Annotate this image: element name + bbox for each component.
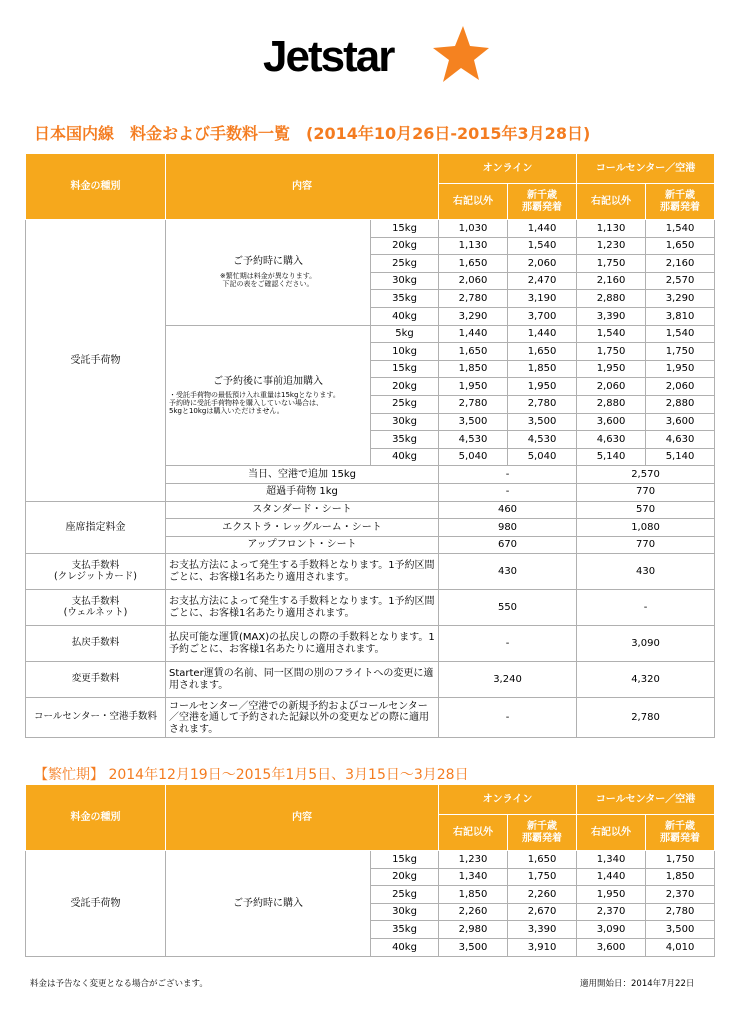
peak-baggage-category: 受託手荷物 [26, 851, 166, 957]
table-cell: 5,040 [439, 448, 508, 466]
table-cell: 770 [577, 483, 715, 501]
header-callcenter: コールセンター／空港 [577, 785, 715, 815]
table-cell: - [439, 698, 577, 738]
table-cell: 2,060 [508, 255, 577, 273]
table-cell: 1,540 [508, 237, 577, 255]
table-cell: 4,630 [577, 431, 646, 449]
header-other-routes: 右記以外 [439, 184, 508, 220]
table-cell: 1,650 [508, 851, 577, 869]
advance-purchase-cell [166, 220, 371, 326]
table-cell: 2,060 [577, 378, 646, 396]
fee-description: お支払方法によって発生する手数料となります。1予約区間ごとに、お客様1名あたり適用されます。 [166, 554, 439, 590]
table-cell: 1,950 [646, 360, 715, 378]
table-cell: 1,650 [439, 255, 508, 273]
table-cell: 40kg [371, 938, 439, 956]
table-cell: 4,530 [508, 431, 577, 449]
table-cell: 2,880 [577, 395, 646, 413]
table-cell: 1,850 [439, 360, 508, 378]
table-cell: 3,090 [577, 921, 646, 939]
table-cell: 2,260 [508, 886, 577, 904]
table-cell: 980 [439, 519, 577, 537]
table-cell: 3,240 [439, 662, 577, 698]
table-cell: 2,470 [508, 272, 577, 290]
table-cell: 35kg [371, 921, 439, 939]
table-cell: 3,600 [646, 413, 715, 431]
table-cell: 20kg [371, 868, 439, 886]
header-category: 料金の種別 [26, 154, 166, 220]
post-note: ・受託手荷物の最低預け入れ重量は15kgとなります。 予約時に受託手荷物枠を購入していない場合は、 5kgと10kgは購入いただけません。 [169, 391, 340, 416]
header-online: オンライン [439, 785, 577, 815]
post-purchase-cell [166, 325, 371, 466]
baggage-category: 受託手荷物 [26, 220, 166, 502]
table-cell: 3,500 [646, 921, 715, 939]
table-cell: 1,750 [646, 851, 715, 869]
fee-category: 払戻手数料 [26, 626, 166, 662]
table-cell: 1,440 [508, 325, 577, 343]
table-cell: 40kg [371, 448, 439, 466]
table-cell: 3,390 [577, 307, 646, 325]
table-cell: - [439, 466, 577, 484]
table-cell: 4,010 [646, 938, 715, 956]
excess-label: 超過手荷物 1kg [166, 483, 439, 501]
table-cell: 15kg [371, 360, 439, 378]
peak-title: 【繁忙期】 2014年12月19日～2015年1月5日、3月15日～3月28日 [34, 767, 469, 783]
table-cell: 2,370 [577, 903, 646, 921]
header-new-chitose: 新千歳 那覇発着 [508, 184, 577, 220]
table-cell: 1,750 [646, 343, 715, 361]
table-cell: 3,290 [439, 307, 508, 325]
table-cell: 2,570 [577, 466, 715, 484]
table-cell: 4,530 [439, 431, 508, 449]
table-cell: 2,780 [508, 395, 577, 413]
table-cell: 1,750 [508, 868, 577, 886]
table-cell: 3,700 [508, 307, 577, 325]
header-online: オンライン [439, 154, 577, 184]
table-cell: 1,340 [577, 851, 646, 869]
fee-description: Starter運賃の名前、同一区間の別のフライトへの変更に適用されます。 [166, 662, 439, 698]
table-cell: 1,540 [646, 220, 715, 238]
table-cell: 460 [439, 501, 577, 519]
fee-category: 変更手数料 [26, 662, 166, 698]
table-cell: 1,850 [508, 360, 577, 378]
table-cell: 2,160 [646, 255, 715, 273]
table-row [26, 554, 715, 590]
table-cell: 15kg [371, 220, 439, 238]
table-cell: 3,500 [508, 413, 577, 431]
table-cell: 3,910 [508, 938, 577, 956]
table-cell: 570 [577, 501, 715, 519]
table-cell: 2,880 [577, 290, 646, 308]
header-category: 料金の種別 [26, 785, 166, 851]
peak-advance-label: ご予約時に購入 [166, 851, 371, 957]
table-cell: 25kg [371, 255, 439, 273]
table-cell: 3,810 [646, 307, 715, 325]
table-cell: 1,750 [577, 255, 646, 273]
table-cell: 1,650 [646, 237, 715, 255]
table-cell: 5,140 [577, 448, 646, 466]
table-cell: 5,040 [508, 448, 577, 466]
header-new-chitose: 新千歳 那覇発着 [646, 184, 715, 220]
table-cell: 2,880 [646, 395, 715, 413]
table-cell: 550 [439, 590, 577, 626]
table-cell: 35kg [371, 290, 439, 308]
fee-description: お支払方法によって発生する手数料となります。1予約区間ごとに、お客様1名あたり適用されます。 [166, 590, 439, 626]
table-cell: 1,340 [439, 868, 508, 886]
table-row [26, 626, 715, 662]
star-icon [429, 24, 489, 84]
fee-description: 払戻可能な運賃(MAX)の払戻しの際の手数料となります。1予約ごとに、お客様1名あたりに適用されます。 [166, 626, 439, 662]
table-cell: 10kg [371, 343, 439, 361]
table-cell: 430 [577, 554, 715, 590]
table-row [26, 662, 715, 698]
table-cell: 20kg [371, 378, 439, 396]
table-cell: 3,600 [577, 938, 646, 956]
table-cell: 2,160 [577, 272, 646, 290]
table-cell: 2,780 [646, 903, 715, 921]
table-cell: 2,780 [439, 395, 508, 413]
table-cell: 4,320 [577, 662, 715, 698]
table-cell: 1,950 [508, 378, 577, 396]
table-row [26, 220, 715, 238]
table-cell: 1,030 [439, 220, 508, 238]
table-cell: 1,440 [508, 220, 577, 238]
seat-type-label: アップフロント・シート [166, 536, 439, 554]
table-cell: 2,260 [439, 903, 508, 921]
table-cell: 1,950 [577, 886, 646, 904]
table-cell: 1,230 [439, 851, 508, 869]
header-new-chitose: 新千歳 那覇発着 [646, 815, 715, 851]
table-cell: 30kg [371, 903, 439, 921]
seat-type-label: エクストラ・レッグルーム・シート [166, 519, 439, 537]
advance-note: ※繁忙期は料金が異なります。 下記の表をご確認ください。 [219, 271, 317, 289]
jetstar-logo [263, 24, 485, 88]
table-cell: 15kg [371, 851, 439, 869]
table-cell: 2,570 [646, 272, 715, 290]
table-cell: 1,440 [439, 325, 508, 343]
table-cell: 1,130 [439, 237, 508, 255]
table-cell: 1,950 [577, 360, 646, 378]
table-cell: 25kg [371, 395, 439, 413]
seat-type-label: スタンダード・シート [166, 501, 439, 519]
table-cell: 2,780 [577, 698, 715, 738]
advance-label: ご予約時に購入 [233, 256, 303, 268]
table-cell: 3,090 [577, 626, 715, 662]
fee-category: コールセンター・空港手数料 [26, 698, 166, 738]
peak-table [25, 784, 715, 957]
table-cell: 2,370 [646, 886, 715, 904]
table-cell: - [439, 483, 577, 501]
table-cell: 1,850 [439, 886, 508, 904]
header-other-routes: 右記以外 [577, 815, 646, 851]
seat-category: 座席指定料金 [26, 501, 166, 554]
table-cell: 2,060 [646, 378, 715, 396]
table-cell: 1,650 [508, 343, 577, 361]
table-cell: 5,140 [646, 448, 715, 466]
table-cell: 1,540 [577, 325, 646, 343]
table-cell: 1,750 [577, 343, 646, 361]
table-cell: 1,950 [439, 378, 508, 396]
table-cell: 5kg [371, 325, 439, 343]
table-cell: 3,500 [439, 938, 508, 956]
table-row [26, 698, 715, 738]
table-cell: 4,630 [646, 431, 715, 449]
table-cell: 1,080 [577, 519, 715, 537]
table-cell: 3,190 [508, 290, 577, 308]
table-cell: 40kg [371, 307, 439, 325]
table-cell: 3,390 [508, 921, 577, 939]
table-row [26, 851, 715, 869]
header-other-routes: 右記以外 [439, 815, 508, 851]
table-cell: 3,500 [439, 413, 508, 431]
fee-category: 支払手数料 (クレジットカード) [26, 554, 166, 590]
table-cell: 2,780 [439, 290, 508, 308]
fee-category: 支払手数料 (ウェルネット) [26, 590, 166, 626]
table-cell: 2,980 [439, 921, 508, 939]
fee-table [25, 153, 715, 738]
table-cell: 1,540 [646, 325, 715, 343]
page-title: 日本国内線 料金および手数料一覧 (2014年10月26日-2015年3月28日) [34, 124, 591, 143]
table-cell: 25kg [371, 886, 439, 904]
post-label: ご予約後に事前追加購入 [213, 375, 323, 387]
table-cell: 30kg [371, 413, 439, 431]
table-cell: 1,130 [577, 220, 646, 238]
header-callcenter: コールセンター／空港 [577, 154, 715, 184]
table-cell: 2,670 [508, 903, 577, 921]
fee-description: コールセンター／空港での新規予約およびコールセンター／空港を通して予約された記録以外の変更などの際に適用されます。 [166, 698, 439, 738]
header-other-routes: 右記以外 [577, 184, 646, 220]
logo-text: Jetstar [263, 32, 394, 81]
table-row [26, 590, 715, 626]
header-content: 内容 [166, 154, 439, 220]
table-cell: 3,600 [577, 413, 646, 431]
table-cell: 430 [439, 554, 577, 590]
table-cell: 20kg [371, 237, 439, 255]
sameday-label: 当日、空港で追加 15kg [166, 466, 439, 484]
table-cell: 1,230 [577, 237, 646, 255]
table-cell: 1,850 [646, 868, 715, 886]
header-content: 内容 [166, 785, 439, 851]
footer-date: 適用開始日：2014年7月22日 [580, 979, 695, 989]
table-cell: 670 [439, 536, 577, 554]
table-cell: 1,650 [439, 343, 508, 361]
table-cell: 30kg [371, 272, 439, 290]
table-cell: 3,290 [646, 290, 715, 308]
table-cell: - [439, 626, 577, 662]
footer-note: 料金は予告なく変更となる場合がございます。 [30, 979, 208, 989]
table-cell: 1,440 [577, 868, 646, 886]
table-cell: 35kg [371, 431, 439, 449]
header-new-chitose: 新千歳 那覇発着 [508, 815, 577, 851]
table-cell: 2,060 [439, 272, 508, 290]
table-cell: - [577, 590, 715, 626]
table-cell: 770 [577, 536, 715, 554]
